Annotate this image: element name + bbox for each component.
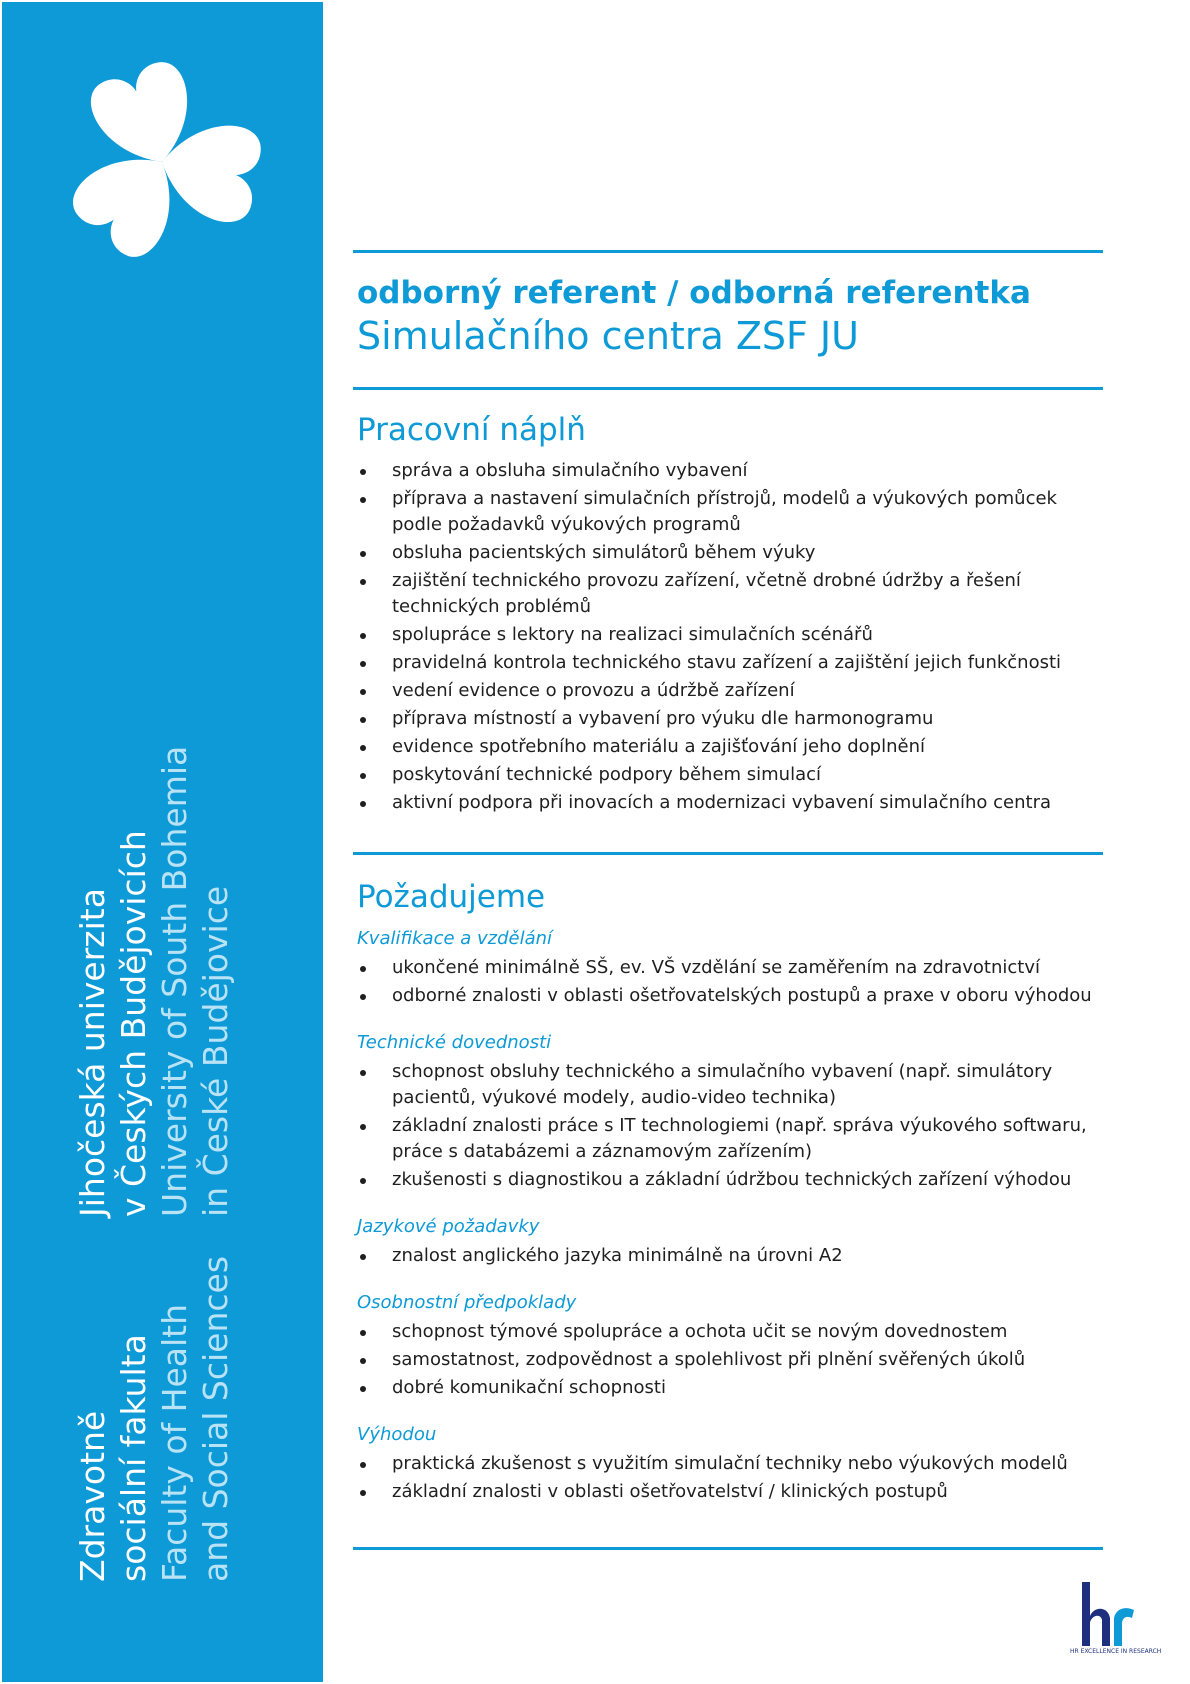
list-item: schopnost obsluhy technického a simulačního vybavení (např. simulátory pacientů, výukové modely, audio-video technika) bbox=[353, 1059, 1105, 1111]
list-item: základní znalosti práce s IT technologiemi (např. správa výukového softwaru, práce s databázemi a záznamovým zařízením) bbox=[353, 1113, 1105, 1165]
list-item: schopnost týmové spolupráce a ochota učit se novým dovednostem bbox=[353, 1319, 1105, 1345]
faculty-cz-line1: Zdravotně bbox=[73, 1410, 112, 1582]
list-item: základní znalosti v oblasti ošetřovatelství / klinických postupů bbox=[353, 1479, 1105, 1505]
divider bbox=[353, 1547, 1103, 1550]
list-item: zajištění technického provozu zařízení, včetně drobné údržby a řešení technických problémů bbox=[353, 568, 1105, 620]
hr-caption: HR EXCELLENCE IN RESEARCH bbox=[1070, 1648, 1162, 1655]
list-item: odborné znalosti v oblasti ošetřovatelských postupů a praxe v oboru výhodou bbox=[353, 983, 1105, 1009]
technical-heading: Technické dovednosti bbox=[357, 1032, 552, 1053]
univ-en-line2: in České Budějovice bbox=[196, 885, 235, 1217]
technical-list bbox=[353, 1059, 1105, 1193]
univ-en-line1: University of South Bohemia bbox=[155, 745, 194, 1217]
qualification-list bbox=[353, 955, 1105, 1009]
personal-list bbox=[353, 1319, 1105, 1401]
flower-logo-icon bbox=[52, 57, 272, 267]
duties-list bbox=[353, 458, 1105, 816]
list-item: zkušenosti s diagnostikou a základní údržbou technických zařízení výhodou bbox=[353, 1167, 1105, 1193]
list-item: ukončené minimálně SŠ, ev. VŠ vzdělání se zaměřením na zdravotnictví bbox=[353, 955, 1105, 981]
job-title-line1: odborný referent / odborná referentka bbox=[357, 275, 1031, 311]
list-item: příprava místností a vybavení pro výuku dle harmonogramu bbox=[353, 706, 1105, 732]
advantage-heading: Výhodou bbox=[357, 1424, 437, 1445]
main-content bbox=[353, 250, 1105, 1550]
qualification-heading: Kvalifikace a vzdělání bbox=[357, 928, 553, 949]
duties-heading: Pracovní náplň bbox=[357, 412, 586, 448]
list-item: praktická zkušenost s využitím simulační techniky nebo výukových modelů bbox=[353, 1451, 1105, 1477]
faculty-cz-line2: sociální fakulta bbox=[114, 1334, 153, 1582]
faculty-en-line1: Faculty of Health bbox=[155, 1303, 194, 1582]
job-title-line2: Simulačního centra ZSF JU bbox=[357, 314, 859, 358]
list-item: pravidelná kontrola technického stavu zařízení a zajištění jejich funkčnosti bbox=[353, 650, 1105, 676]
language-heading: Jazykové požadavky bbox=[357, 1216, 540, 1237]
requirements-heading: Požadujeme bbox=[357, 879, 546, 915]
divider bbox=[353, 387, 1103, 390]
list-item: dobré komunikační schopnosti bbox=[353, 1375, 1105, 1401]
faculty-en-line2: and Social Sciences bbox=[196, 1255, 235, 1582]
personal-heading: Osobnostní předpoklady bbox=[357, 1292, 577, 1313]
list-item: vedení evidence o provozu a údržbě zařízení bbox=[353, 678, 1105, 704]
divider bbox=[353, 852, 1103, 855]
list-item: obsluha pacientských simulátorů během výuky bbox=[353, 540, 1105, 566]
university-name-vertical bbox=[72, 697, 312, 1217]
language-list bbox=[353, 1243, 1105, 1269]
divider bbox=[353, 250, 1103, 253]
list-item: aktivní podpora při inovacích a modernizaci vybavení simulačního centra bbox=[353, 790, 1105, 816]
list-item: samostatnost, zodpovědnost a spolehlivost při plnění svěřených úkolů bbox=[353, 1347, 1105, 1373]
advantage-list bbox=[353, 1451, 1105, 1505]
hr-excellence-logo-icon bbox=[1072, 1578, 1144, 1658]
list-item: evidence spotřebního materiálu a zajišťování jeho doplnění bbox=[353, 734, 1105, 760]
list-item: znalost anglického jazyka minimálně na úrovni A2 bbox=[353, 1243, 1105, 1269]
sidebar bbox=[2, 2, 323, 1682]
list-item: poskytování technické podpory během simulací bbox=[353, 762, 1105, 788]
job-title bbox=[357, 273, 1105, 359]
univ-cz-line1: Jihočeská univerzita bbox=[73, 888, 112, 1217]
list-item: spolupráce s lektory na realizaci simulačních scénářů bbox=[353, 622, 1105, 648]
univ-cz-line2: v Českých Budějovicích bbox=[114, 830, 153, 1217]
list-item: správa a obsluha simulačního vybavení bbox=[353, 458, 1105, 484]
list-item: příprava a nastavení simulačních přístrojů, modelů a výukových pomůcek podle požadavků výukových programů bbox=[353, 486, 1105, 538]
